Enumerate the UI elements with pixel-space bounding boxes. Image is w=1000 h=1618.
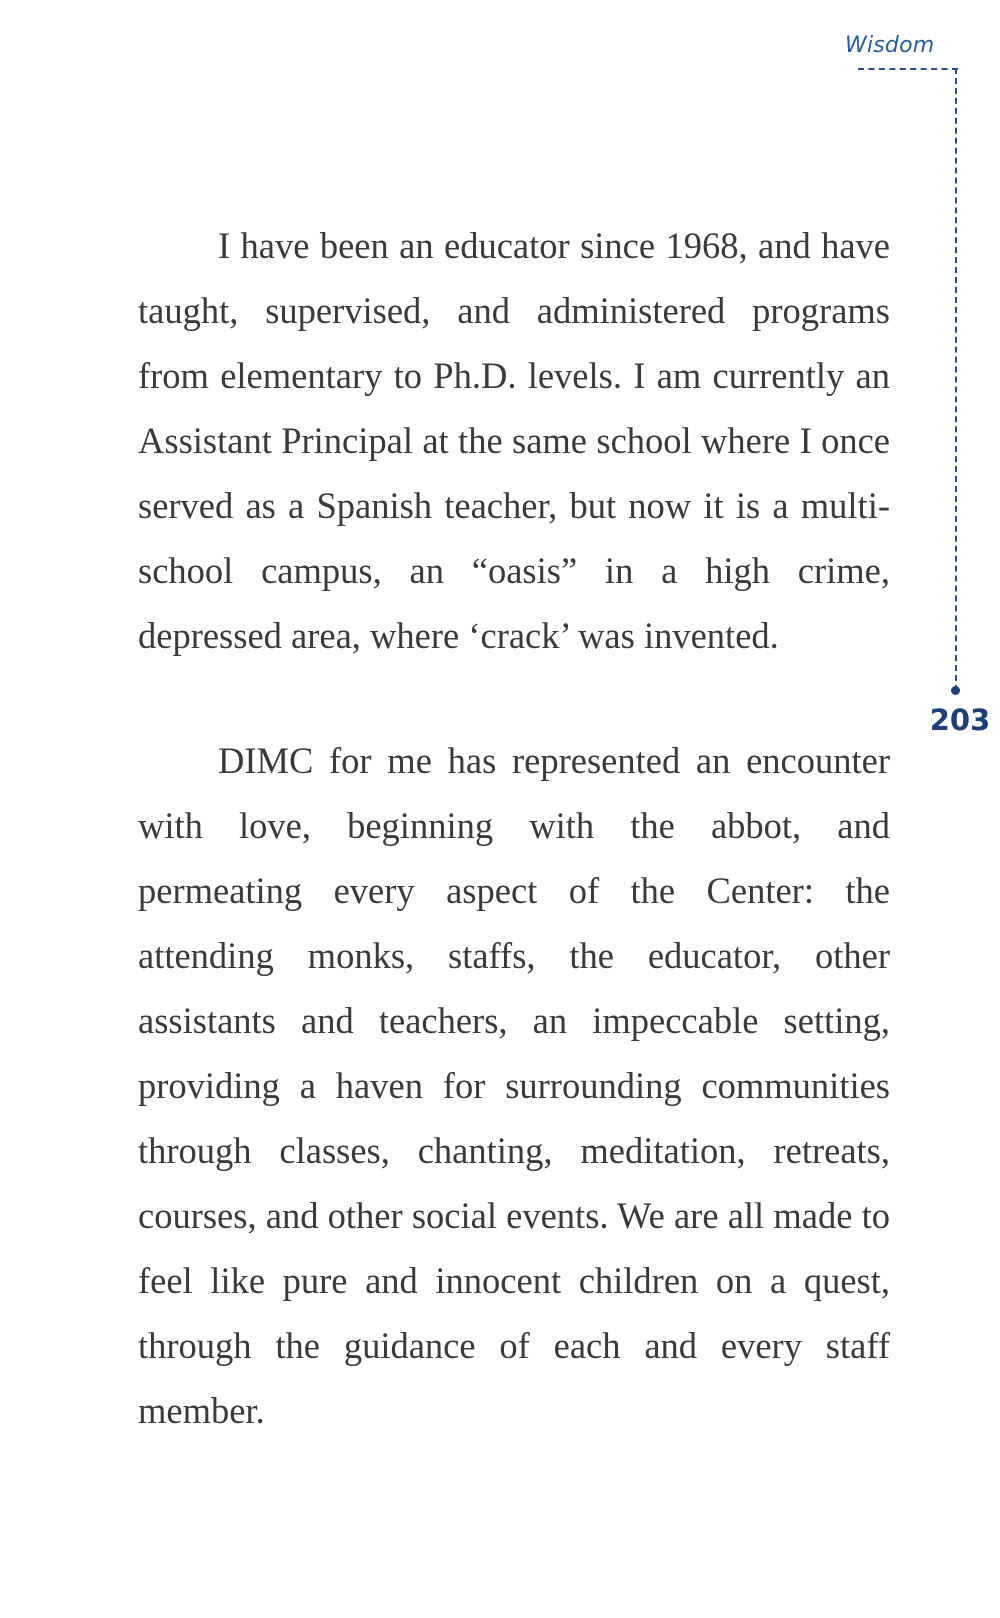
- margin-guide-dot: [951, 686, 960, 695]
- paragraph-2: [138, 728, 890, 1443]
- section-label: Wisdom: [845, 33, 935, 58]
- margin-guide-top: [858, 68, 958, 70]
- margin-guide-vertical: [955, 68, 957, 691]
- page-number: 203: [929, 703, 991, 737]
- paragraph-1: [138, 213, 890, 668]
- paragraph-2-text: DIMC for me has represented an encounter with love, beginning with the abbot, and permeating every aspect of the Center: the attending monks, staffs, the educator, other assistants and teachers, an impeccable setting, providing a haven for surrounding communities through classes, chanting, meditation, retreats, courses, and other social events. We are all made to feel like pure and innocent children on a quest, through the guidance of each and every staff member.: [138, 740, 890, 1431]
- paragraph-1-text: I have been an educator since 1968, and have taught, supervised, and administered programs from elementary to Ph.D. levels. I am currently an Assistant Principal at the same school where I once served as a Spanish teacher, but now it is a multi-school campus, an “oasis” in a high crime, depressed area, where ‘crack’ was invented.: [138, 225, 890, 656]
